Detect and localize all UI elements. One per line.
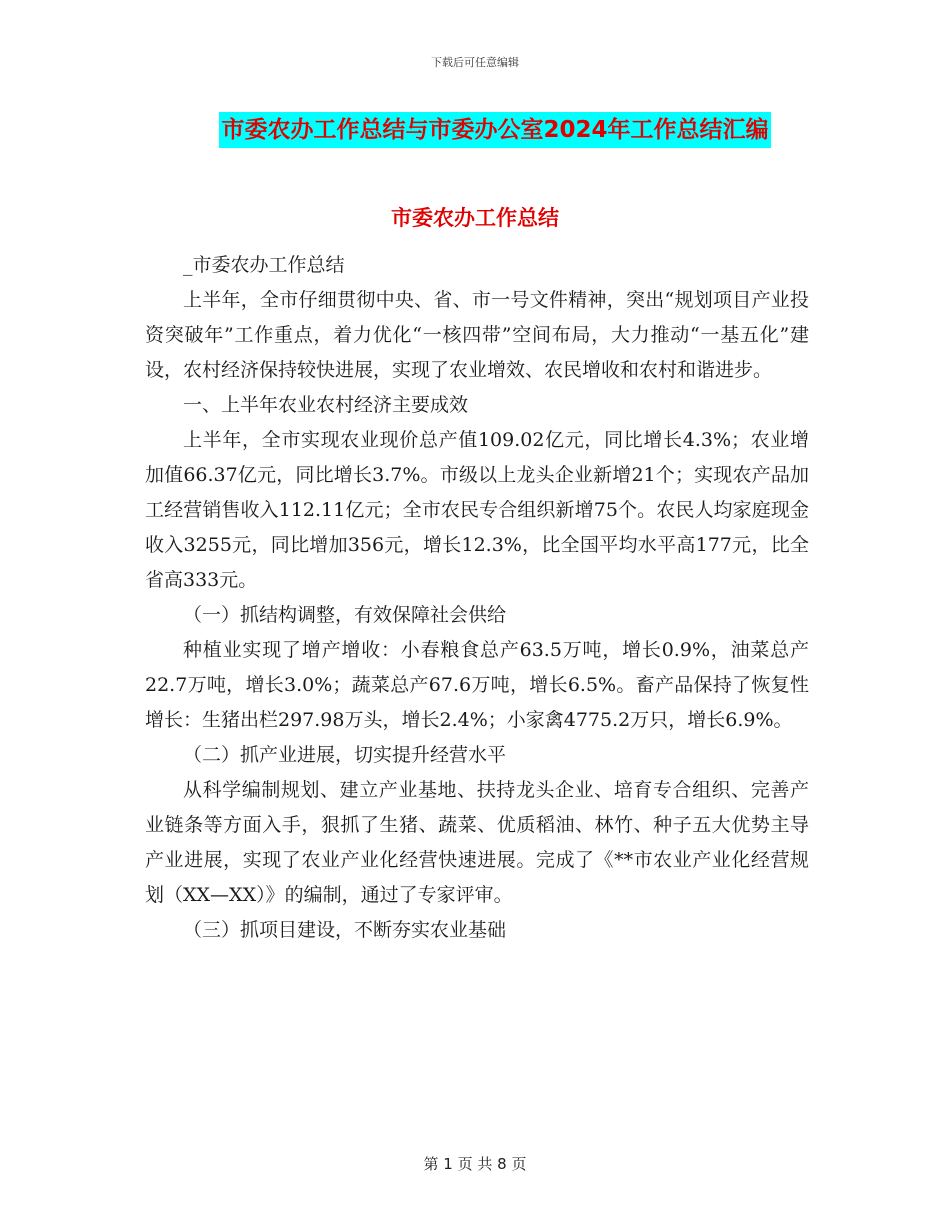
document-title-container	[0, 112, 950, 148]
heading-main-results: 一、上半年农业农村经济主要成效	[183, 394, 469, 416]
heading-structure-adjustment: （一）抓结构调整，有效保障社会供给	[183, 604, 507, 626]
page-header: 下载后可任意编辑	[431, 56, 519, 69]
section-title: 市委农办工作总结	[391, 206, 559, 230]
heading-industry-development: （二）抓产业进展，切实提升经营水平	[183, 744, 507, 766]
document-title: 市委农办工作总结与市委办公室2024年工作总结汇编	[219, 112, 770, 148]
paragraph-subtitle: _市委农办工作总结	[183, 254, 345, 276]
paragraph-industry-development: 从科学编制规划、建立产业基地、扶持龙头企业、培育专合组织、完善产业链条等方面入手，狠抓了生猪、蔬菜、优质稻油、林竹、种子五大优势主导产业进展，实现了农业产业化经营快速进展。完成了《**市农业产业化经营规划（XX—XX）》的编制，通过了专家评审。	[145, 779, 809, 906]
paragraph-structure-adjustment: 种植业实现了增产增收：小春粮食总产63.5万吨，增长0.9%，油菜总产22.7万吨，增长3.0%；蔬菜总产67.6万吨，增长6.5%。畜产品保持了恢复性增长：生猪出栏297.98万头，增长2.4%；小家禽4775.2万只，增长6.9%。	[145, 639, 809, 731]
page-number: 第 1 页 共 8 页	[423, 1155, 527, 1173]
heading-project-construction: （三）抓项目建设，不断夯实农业基础	[183, 919, 507, 941]
document-body	[145, 248, 809, 948]
paragraph-results: 上半年，全市实现农业现价总产值109.02亿元，同比增长4.3%；农业增加值66.37亿元，同比增长3.7%。市级以上龙头企业新增21个；实现农产品加工经营销售收入112.11亿元；全市农民专合组织新增75个。农民人均家庭现金收入3255元，同比增加356元，增长12.3%，比全国平均水平高177元，比全省高333元。	[145, 429, 809, 591]
paragraph-intro: 上半年，全市仔细贯彻中央、省、市一号文件精神，突出“规划项目产业投资突破年”工作重点，着力优化“一核四带”空间布局，大力推动“一基五化”建设，农村经济保持较快进展，实现了农业增效、农民增收和农村和谐进步。	[145, 289, 809, 381]
